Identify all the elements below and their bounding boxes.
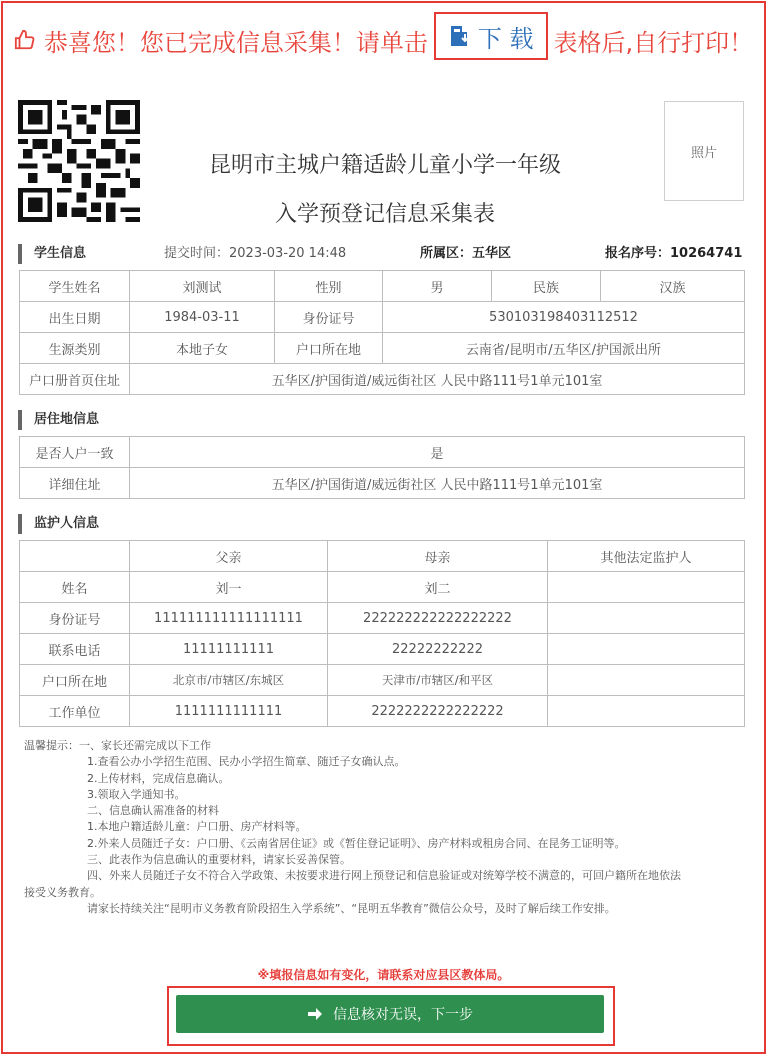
cell-label: 姓名 — [20, 572, 130, 603]
residence-address: 五华区/护国街道/威远街社区 人民中路111号1单元101室 — [130, 468, 745, 499]
success-banner — [0, 20, 767, 60]
note-line: 1.本地户籍适龄儿童：户口册、房产材料等。 — [87, 820, 307, 834]
form-title-line2: 入学预登记信息采集表 — [274, 202, 495, 227]
cell-label: 民族 — [492, 271, 601, 302]
cell-value — [548, 634, 745, 665]
cell-label: 联系电话 — [20, 634, 130, 665]
cell-label: 学生姓名 — [20, 271, 130, 302]
section-residence-info: 居住地信息 — [18, 410, 99, 430]
header-cell: 母亲 — [328, 541, 548, 572]
cell-label: 户口册首页住址 — [20, 364, 130, 395]
header-cell: 其他法定监护人 — [548, 541, 745, 572]
student-gender: 男 — [383, 271, 492, 302]
student-id: 530103198403112512 — [383, 302, 745, 333]
note-line: 接受义务教育。 — [24, 885, 101, 899]
file-download-icon — [448, 24, 472, 48]
cell-value: 刘二 — [328, 572, 548, 603]
header-cell — [20, 541, 130, 572]
table-row — [20, 665, 745, 696]
table-row — [20, 603, 745, 634]
guardian-info-table — [19, 540, 745, 727]
table-header-row — [20, 541, 745, 572]
photo-label: 照片 — [690, 145, 717, 161]
change-warning: ※填报信息如有变化，请联系对应县区教体局。 — [257, 968, 510, 982]
cell-label: 详细住址 — [20, 468, 130, 499]
cell-value — [548, 665, 745, 696]
table-row — [20, 271, 745, 302]
residence-same: 是 — [130, 437, 745, 468]
qr-code — [18, 100, 140, 222]
note-line: 2.外来人员随迁子女：户口册、《云南省居住证》或《暂住登记证明》、房产材料或租房合同、在昆务工证明等。 — [87, 836, 626, 850]
note-line: 温馨提示：一、家长还需完成以下工作 — [24, 739, 211, 752]
cell-value: 11111111111 — [130, 634, 328, 665]
table-row — [20, 364, 745, 395]
section-student-info: 学生信息 — [18, 244, 86, 264]
photo-placeholder — [664, 101, 744, 201]
student-info-table — [19, 270, 745, 395]
table-row — [20, 302, 745, 333]
cell-value — [548, 603, 745, 634]
table-row — [20, 572, 745, 603]
next-step-label: 信息核对无误，下一步 — [333, 1007, 473, 1023]
cell-value: 22222222222 — [328, 634, 548, 665]
district: 所属区：五华区 — [420, 246, 512, 261]
note-line: 请家长持续关注“昆明市义务教育阶段招生入学系统”、“昆明五华教育”微信公众号，及时了解后续工作安排。 — [87, 901, 616, 915]
next-step-button[interactable] — [176, 995, 604, 1033]
note-line: 1.查看公办小学招生范围、民办小学招生简章、随迁子女确认点。 — [87, 755, 406, 769]
banner-text-after: 表格后,自行打印！ — [553, 28, 754, 57]
cell-value: 天津市/市辖区/和平区 — [328, 665, 548, 696]
header-cell: 父亲 — [130, 541, 328, 572]
cell-label: 户口所在地 — [275, 333, 383, 364]
thumbs-up-icon — [14, 29, 36, 51]
student-ethnic: 汉族 — [601, 271, 745, 302]
cell-label: 生源类别 — [20, 333, 130, 364]
registration-number: 报名序号：10264741 — [605, 246, 743, 261]
table-row — [20, 437, 745, 468]
student-hukou-address: 五华区/护国街道/威远街社区 人民中路111号1单元101室 — [130, 364, 745, 395]
table-row — [20, 696, 745, 727]
cell-value: 刘一 — [130, 572, 328, 603]
cell-label: 身份证号 — [20, 603, 130, 634]
student-birth: 1984-03-11 — [130, 302, 275, 333]
cell-label: 户口所在地 — [20, 665, 130, 696]
banner-text-before: 恭喜您！您已完成信息采集！请单击 — [43, 28, 428, 57]
residence-info-table — [19, 436, 745, 499]
cell-label: 出生日期 — [20, 302, 130, 333]
arrow-right-icon — [307, 1007, 323, 1021]
student-hukou: 云南省/昆明市/五华区/护国派出所 — [383, 333, 745, 364]
section-guardian-info: 监护人信息 — [18, 514, 99, 534]
note-line: 2.上传材料，完成信息确认。 — [87, 771, 230, 785]
cell-value: 1111111111111 — [130, 696, 328, 727]
download-label: 下 载 — [477, 24, 534, 53]
submit-time: 提交时间：2023-03-20 14:48 — [164, 246, 347, 261]
note-line: 三、此表作为信息确认的重要材料，请家长妥善保管。 — [87, 853, 351, 867]
table-row — [20, 333, 745, 364]
note-line: 3.领取入学通知书。 — [87, 787, 186, 801]
cell-value — [548, 696, 745, 727]
table-row — [20, 634, 745, 665]
cell-label: 身份证号 — [275, 302, 383, 333]
cell-value — [548, 572, 745, 603]
cell-label: 是否人户一致 — [20, 437, 130, 468]
cell-value: 222222222222222222 — [328, 603, 548, 634]
cell-label: 工作单位 — [20, 696, 130, 727]
note-line: 二、信息确认需准备的材料 — [87, 804, 219, 818]
note-line: 四、外来人员随迁子女不符合入学政策、未按要求进行网上预登记和信息验证或对统筹学校不满意的，可回户籍所在地依法 — [87, 869, 681, 883]
form-title-line1: 昆明市主城户籍适龄儿童小学一年级 — [208, 153, 561, 178]
cell-value: 2222222222222222 — [328, 696, 548, 727]
cell-value: 111111111111111111 — [130, 603, 328, 634]
student-source: 本地子女 — [130, 333, 275, 364]
tips-notes — [24, 738, 744, 917]
download-button[interactable] — [434, 12, 548, 60]
student-name: 刘测试 — [130, 271, 275, 302]
cell-value: 北京市/市辖区/东城区 — [130, 665, 328, 696]
cell-label: 性别 — [275, 271, 383, 302]
table-row — [20, 468, 745, 499]
